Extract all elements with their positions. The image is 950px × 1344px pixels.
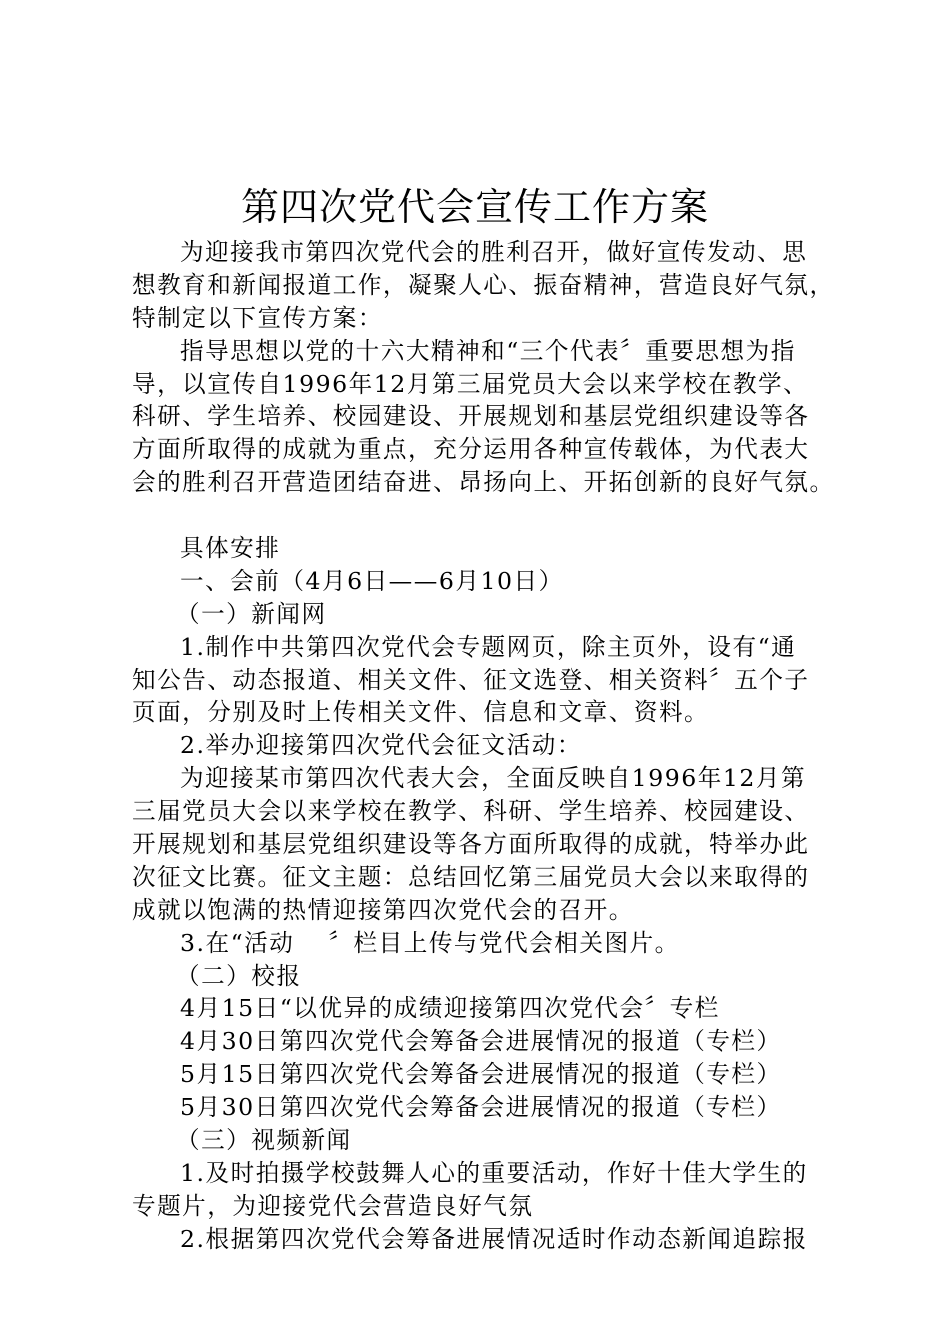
paragraph-line: 指导思想以党的十六大精神和“三个代表〞重要思想为指 <box>180 336 796 365</box>
paragraph-line: 1.及时拍摄学校鼓舞人心的重要活动，作好十佳大学生的 <box>180 1158 808 1187</box>
paragraph-line: 次征文比赛。征文主题：总结回忆第三届党员大会以来取得的 <box>132 862 810 891</box>
paragraph-line: 1.制作中共第四次党代会专题网页，除主页外，设有“通 <box>180 632 797 661</box>
paragraph-line: 2.根据第四次党代会筹备进展情况适时作动态新闻追踪报 <box>180 1224 808 1253</box>
paragraph-line: 专题片，为迎接党代会营造良好气氛 <box>132 1191 534 1220</box>
paragraph-line: 一、会前（4月6日——6月10日） <box>180 566 564 595</box>
paragraph-line: 导，以宣传自1996年12月第三届党员大会以来学校在教学、 <box>132 369 809 398</box>
paragraph-line: 会的胜利召开营造团结奋进、昂扬向上、开拓创新的良好气氛。 <box>132 468 835 497</box>
paragraph-line: 开展规划和基层党组织建设等各方面所取得的成就，特举办此 <box>132 830 810 859</box>
paragraph-line: 5月30日第四次党代会筹备会进展情况的报道（专栏） <box>180 1093 782 1122</box>
paragraph-line: 3.在“活动 〞栏目上传与党代会相关图片。 <box>180 928 680 957</box>
paragraph-line: 方面所取得的成就为重点，充分运用各种宣传载体，为代表大 <box>132 435 810 464</box>
paragraph-line: 知公告、动态报道、相关文件、征文选登、相关资料〞五个子 <box>132 665 810 694</box>
paragraph-line: 2.举办迎接第四次党代会征文活动： <box>180 731 582 760</box>
paragraph-line: 想教育和新闻报道工作，凝聚人心、振奋精神，营造良好气氛， <box>132 270 835 299</box>
paragraph-line: （一）新闻网 <box>176 599 327 628</box>
paragraph-line: 页面，分别及时上传相关文件、信息和文章、资料。 <box>132 698 710 727</box>
paragraph-line: 为迎接某市第四次代表大会，全面反映自1996年12月第 <box>180 764 807 793</box>
paragraph-line: 4月30日第四次党代会筹备会进展情况的报道（专栏） <box>180 1027 782 1056</box>
paragraph-line: 成就以饱满的热情迎接第四次党代会的召开。 <box>132 895 634 924</box>
paragraph-line: 具体安排 <box>180 534 281 563</box>
paragraph-line: （二）校报 <box>176 961 302 990</box>
paragraph-line: 特制定以下宣传方案： <box>132 303 383 332</box>
paragraph-line: 5月15日第四次党代会筹备会进展情况的报道（专栏） <box>180 1060 782 1089</box>
paragraph-line: 为迎接我市第四次党代会的胜利召开，做好宣传发动、思 <box>180 238 808 266</box>
paragraph-line: （三）视频新闻 <box>176 1126 352 1155</box>
document-title: 第四次党代会宣传工作方案 <box>240 185 709 229</box>
blank-line <box>132 499 832 532</box>
paragraph-line: 4月15日“以优异的成绩迎接第四次党代会〞专栏 <box>180 994 720 1023</box>
paragraph-line: 三届党员大会以来学校在教学、科研、学生培养、校园建设、 <box>132 797 810 826</box>
document-body <box>132 236 835 1256</box>
paragraph-line: 科研、学生培养、校园建设、开展规划和基层党组织建设等各 <box>132 402 810 431</box>
